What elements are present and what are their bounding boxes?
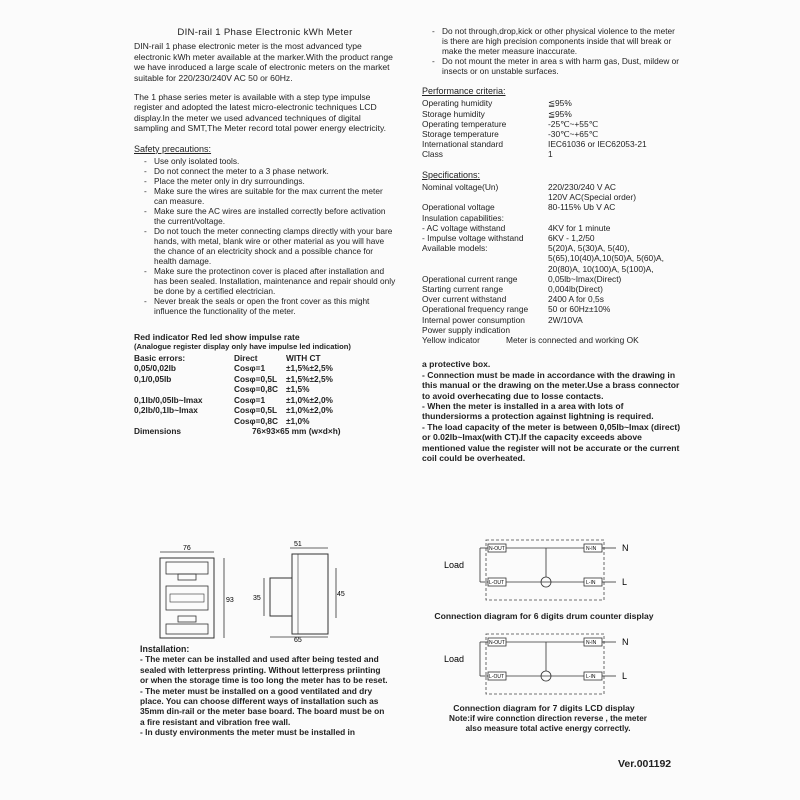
dim-top-label: 51: [294, 541, 302, 548]
error-row: 0,1lb/0,05lb~Imax Cosφ=1 ±1,0%±2,0%: [134, 394, 333, 405]
safety-item: - Do not touch the meter connecting clamps directly with your bare hands, with metal, blank wire or other material as you will have the chance of an electricity shock and a possible chance for health damage.: [144, 226, 396, 266]
neutral-label: N: [622, 543, 629, 553]
svg-text:L: L: [622, 671, 628, 681]
top-precautions-list: [422, 26, 682, 76]
spec-row: - Impulse voltage withstand 6KV - 1,2/50: [422, 233, 595, 244]
safety-item: - Make sure the AC wires are installed correctly before activation the current/voltage.: [144, 206, 396, 226]
spec-row: Nominal voltage(Un) 220/230/240 V AC: [422, 182, 616, 193]
installation-paragraph: - In dusty environments the meter must be installed in: [140, 727, 355, 738]
spec-row: Operational current range 0,05lb~Imax(Direct): [422, 273, 622, 284]
terminal-n-out: N-OUT: [489, 546, 505, 552]
dim-width-label: 76: [183, 545, 191, 552]
connection-paragraph: - The load capacity of the meter is between 0,05lb~Imax (direct) or 0.02lb~Imax(with CT).If the capacity exceeds above mentioned value the register will not be accurate or the current coil could be overheated.: [422, 421, 681, 463]
safety-item: - Never break the seals or open the front cover as this might influence the functionality of the meter.: [144, 296, 396, 316]
spec-row: Yellow indicator Meter is connected and working OK: [422, 335, 639, 346]
version-label: Ver.001192: [618, 758, 672, 770]
safety-item: - Do not connect the meter to a 3 phase network.: [144, 166, 396, 176]
installation-section: [140, 644, 388, 738]
installation-paragraph: - The meter must be installed on a good ventilated and dry place. You can choose different ways of installation such as 35mm din-rail or the meter base board. The board must be on a fire resistant and vibration free wall.: [140, 685, 385, 727]
intro-paragraph-1: DIN-rail 1 phase electronic meter is the most advanced type electronic kWh meter available at the marker.With the product range we have inroduced a large scale of electronic meters on the market suitable for 220/230/240V AC 50 or 60Hz.: [134, 41, 393, 83]
safety-item: - Make sure the protectinon cover is placed after installation and has been sealed. Installation, maintenance and repair should only be done by a certified electrician.: [144, 266, 396, 296]
spec-row: Power supply indication: [422, 324, 510, 335]
svg-text:N-OUT: N-OUT: [489, 640, 505, 646]
svg-text:L-OUT: L-OUT: [489, 674, 504, 680]
connection-paragraph: - When the meter is installed in a area with lots of thundersiorms a protection against lightning is required.: [422, 400, 654, 422]
perf-row: Class 1: [422, 149, 553, 160]
red-indicator-note: (Analogue register display only have impulse led indication): [134, 342, 351, 352]
spec-row: Available models: 5(20)A, 5(30)A, 5(40), 5(65),10(40)A,10(50)A, 5(60)A, 20(80)A, 10(100)A, 5(100)A,: [422, 243, 664, 274]
reverse-note: Note:if wire connction direction reverse , the meter also measure total active energy correctly.: [449, 714, 647, 733]
precaution-item: - Do not mount the meter in area s with harm gas, Dust, mildew or insects or on unstable surfaces.: [432, 56, 682, 76]
error-row: 0,05/0,02lb Cosφ=1 ±1,5%±2,5%: [134, 363, 333, 374]
dim-depth-label: 65: [294, 637, 302, 642]
spec-row: Operational voltage 80-115% Ub V AC: [422, 202, 616, 213]
dim-mid-label: 35: [253, 595, 261, 602]
safety-item: - Make sure the wires are suitable for the max current the meter can measure.: [144, 186, 396, 206]
side-view-drawing: [250, 538, 346, 642]
perf-row: Storage temperature -30℃~+65℃: [422, 129, 599, 140]
dim-height-label: 93: [226, 597, 234, 604]
diagram-caption-1: Connection diagram for 6 digits drum counter display: [434, 611, 654, 621]
svg-text:Load: Load: [444, 654, 465, 664]
diagram-caption-2: Connection diagram for 7 digits LCD display: [453, 703, 635, 713]
safety-item: - Use only isolated tools.: [144, 156, 396, 166]
dimensions-row: Dimensions 76×93×65 mm (w×d×h): [134, 426, 341, 437]
spec-row: Internal power consumption 2W/10VA: [422, 314, 583, 325]
error-row: 0,2lb/0,1lb~Imax Cosφ=0,5L ±1,0%±2,0%: [134, 405, 333, 416]
specifications-heading: Specifications:: [422, 169, 481, 180]
error-row: Cosφ=0,8C ±1,5%: [234, 384, 310, 395]
left-column: [134, 28, 396, 437]
continuation-lead: a protective box.: [422, 359, 491, 370]
right-column: [422, 26, 682, 463]
connection-diagram-lcd: [440, 630, 640, 698]
svg-text:N: N: [622, 637, 629, 647]
red-indicator: Red indicator Red led show impulse rate: [134, 332, 300, 343]
document-title: DIN-rail 1 Phase Electronic kWh Meter: [177, 27, 353, 38]
spec-row: Over current withstand 2400 A for 0,5s: [422, 294, 604, 305]
installation-heading: Installation:: [140, 644, 190, 654]
terminal-l-out: L-OUT: [489, 580, 504, 586]
error-row: Cosφ=0,8C ±1,0%: [234, 415, 310, 426]
svg-text:L-IN: L-IN: [586, 674, 596, 680]
perf-row: Operating humidity ≦95%: [422, 98, 572, 109]
safety-heading: Safety precautions:: [134, 143, 212, 154]
connection-paragraph: - Connection must be made in accordance with the drawing in this manual or the drawing on the meter.Use a brass connector to avoid overhecating due to losse contacts.: [422, 369, 680, 401]
line-label: L: [622, 577, 628, 587]
terminal-l-in: L-IN: [586, 580, 596, 586]
performance-heading: Performance criteria:: [422, 86, 506, 96]
spec-row: Starting current range 0,004lb(Direct): [422, 284, 603, 295]
spec-row: - AC voltage withstand 4KV for 1 minute: [422, 222, 611, 233]
installation-paragraph: - The meter can be installed and used after being tested and sealed with letterpress printing. Without letterpress priinting or when the storage time is too long the meter has to be reset.: [140, 654, 388, 686]
spec-row: Operational frequency range 50 or 60Hz±10%: [422, 304, 611, 315]
error-row: 0,1/0,05lb Cosφ=0,5L ±1,5%±2,5%: [134, 373, 333, 384]
connection-diagram-drum: [440, 536, 640, 604]
errors-header: Basic errors: Direct WITH CT: [134, 352, 321, 363]
precaution-item: - Do not through,drop,kick or other physical violence to the meter is there are high precision components inside that will break or make the meter measure inaccurate.: [432, 26, 682, 56]
load-label: Load: [444, 560, 465, 570]
perf-row: Operating temperature -25℃~+55℃: [422, 118, 599, 129]
svg-text:N-IN: N-IN: [586, 640, 597, 646]
dim-side-label: 45: [337, 591, 345, 598]
safety-item: - Place the meter only in dry surroundings.: [144, 176, 396, 186]
safety-list: [134, 156, 396, 316]
spec-row: Insulation capabilities:: [422, 212, 504, 223]
terminal-n-in: N-IN: [586, 546, 597, 552]
intro-paragraph-2: The 1 phase series meter is available with a step type impulse register and adopted the latest micro-electronic techniques LCD display.In the meter we used advanced techniques of digital sampling and SMT,The Meter record total power energy electricity.: [134, 92, 387, 134]
front-view-drawing: [150, 544, 248, 644]
perf-row: Storage humidity ≦95%: [422, 108, 572, 119]
spec-row: 120V AC(Special order): [548, 192, 636, 203]
perf-row: International standard IEC61036 or IEC62053-21: [422, 139, 647, 150]
